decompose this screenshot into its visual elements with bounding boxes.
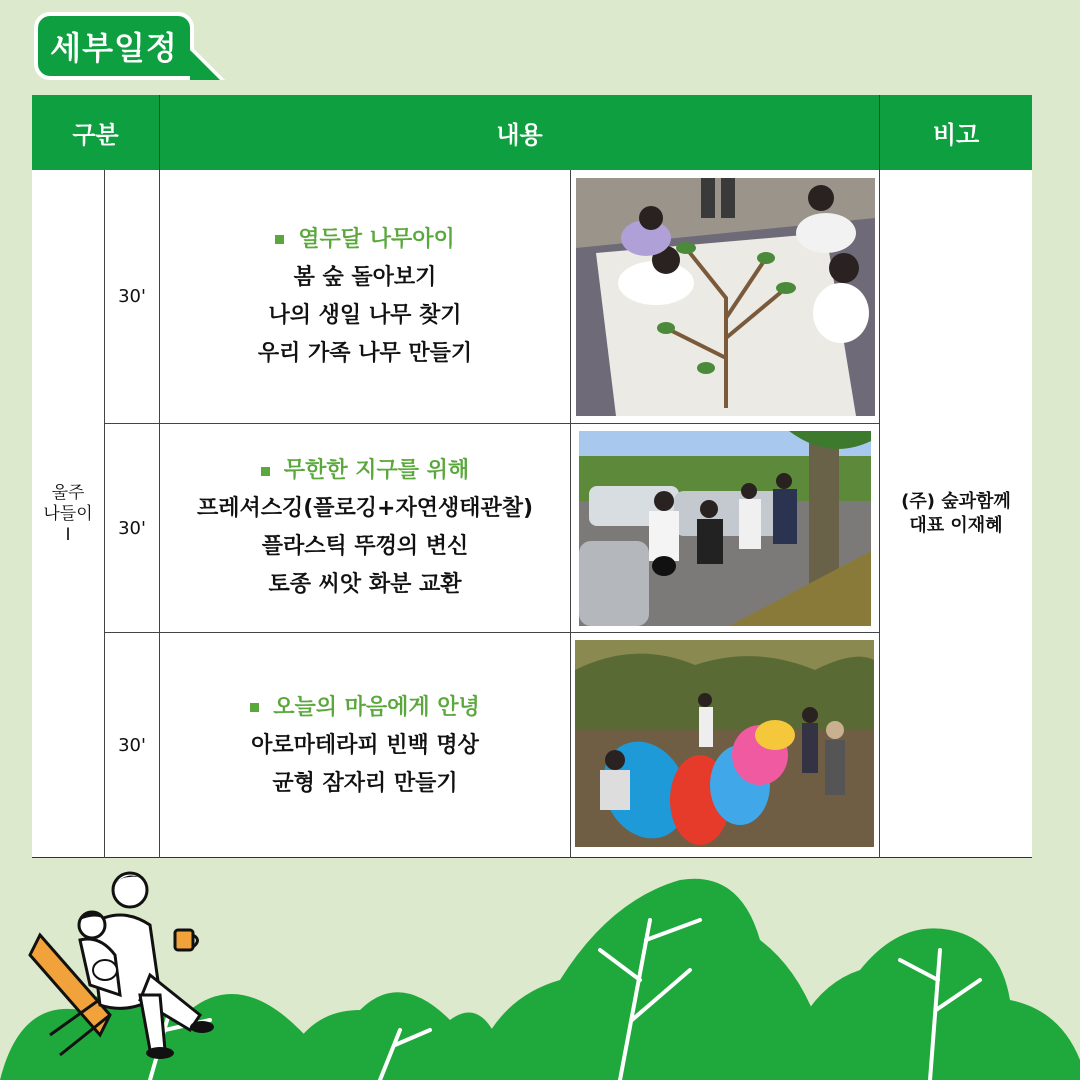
row-2-heading [261, 452, 469, 490]
header-note: 비고 [932, 121, 980, 149]
row-1-line-3: 우리 가족 나무 만들기 [257, 340, 473, 366]
row-1-line-2: 나의 생일 나무 찾기 [268, 302, 462, 328]
row-3-line-2: 균형 잠자리 만들기 [272, 770, 458, 796]
page-title [34, 12, 194, 80]
bullet-icon [250, 703, 259, 712]
header-category: 구분 [72, 121, 119, 149]
row-3-line-1: 아로마테라피 빈백 명상 [251, 732, 479, 758]
note-text: (주) 숲과함께 대표 이재혜 [901, 491, 1011, 536]
bullet-icon [261, 467, 270, 476]
row-1-line-1: 봄 숲 돌아보기 [293, 264, 437, 290]
row-2-content [160, 424, 570, 632]
row-2-photo [579, 431, 871, 626]
category-label: 울주 나들이 I [43, 482, 93, 545]
row-2-time: 30' [118, 517, 146, 539]
page-title-text: 세부일정 [50, 29, 178, 67]
row-1-time: 30' [118, 286, 146, 307]
row-3-content [160, 633, 570, 858]
row-1-heading [275, 221, 454, 259]
row-3-photo [575, 640, 874, 847]
row-2-line-2: 플라스틱 뚜껑의 변신 [261, 534, 469, 559]
row-2-line-3: 토종 씨앗 화분 교환 [268, 572, 462, 597]
row-1-heading-text: 열두달 나무아이 [298, 226, 455, 252]
bullet-icon [275, 235, 284, 244]
row-1-content [160, 170, 570, 423]
row-2-heading-text: 무한한 지구를 위해 [283, 458, 470, 483]
schedule-table [32, 95, 1032, 858]
header-content: 내용 [496, 121, 543, 149]
row-1-photo [576, 178, 875, 416]
row-3-time: 30' [118, 735, 146, 756]
table-body [32, 170, 1032, 858]
row-3-heading-text: 오늘의 마음에게 안녕 [273, 694, 480, 720]
row-2-line-1: 프레셔스깅(플로깅+자연생태관찰) [196, 496, 534, 521]
family-reading-illustration [20, 865, 230, 1065]
row-3-heading [250, 689, 480, 727]
note-cell [880, 170, 1032, 858]
table-header-row [32, 95, 1032, 170]
